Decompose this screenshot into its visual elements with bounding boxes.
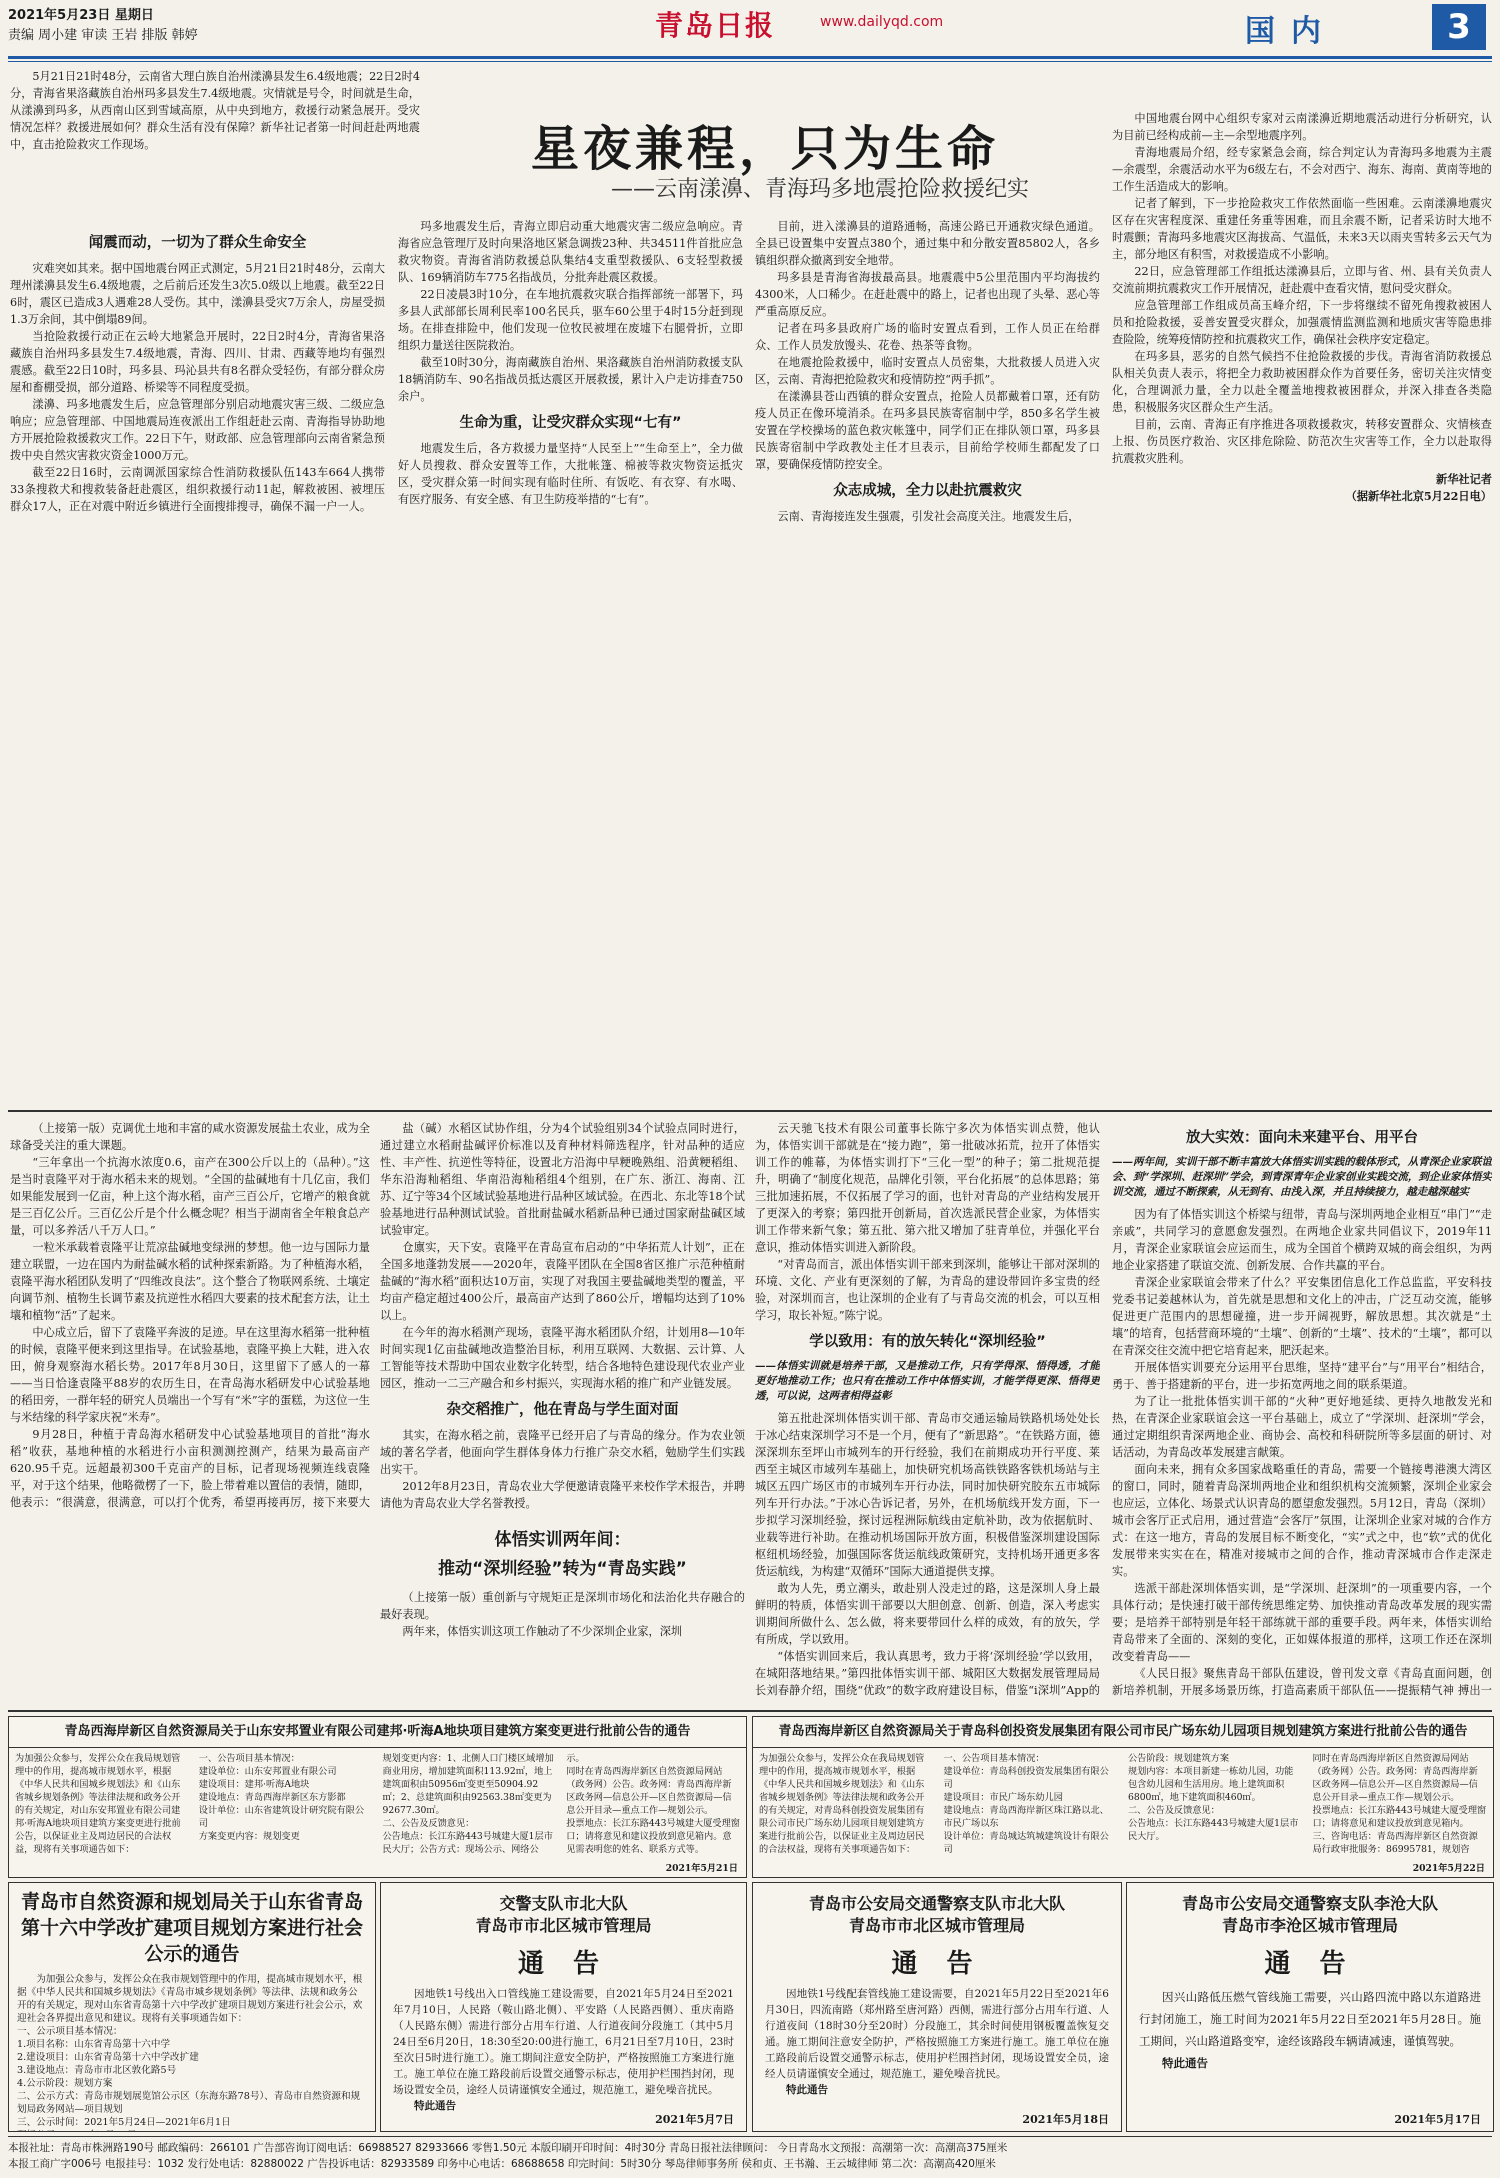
page-number: 3 xyxy=(1432,4,1486,50)
notice-5-org1: 青岛市公安局交通警察支队市北大队 xyxy=(808,1894,1065,1913)
subheading-c: 学以致用：有的放矢转化“深圳经验” xyxy=(809,1334,1046,1350)
header-rule-thin xyxy=(8,61,1492,62)
notice-5-body: 因地铁1号线配套管线施工建设需要，自2021年5月22日至2021年6月30日，四流南路（郑州路至唐河路）西侧，需进行部分占用车行道、人行道夜间（18时30分至20时）分段施工，其余时间使用钢板覆盖恢复交通。施工期间注意安全防护，严格按照施工方案进行施工。施工单位在施工路段前后设置交通警示标志，使用护栏围挡封闭，现场设置安全员，途经人员请谨慎安全通过，规范施工，避免噪音扰民。 特此通告 xyxy=(765,1988,1109,2096)
article-divider xyxy=(8,1110,1492,1112)
footer-rule xyxy=(8,2136,1492,2137)
editors: 责编 周小建 审读 王岩 排版 韩婷 xyxy=(8,28,198,43)
notice-6-heading: 通 告 xyxy=(1264,1949,1356,1979)
subheading-b: 杂交稻推广，他在青岛与学生面对面 xyxy=(446,1402,679,1418)
practice-column-d: 放大实效：面向未来建平台、用平台 ——两年间，实训干部不断丰富放大体悟实训实践的载体形式，从青深企业家联谊会、到“学深圳、赶深圳”学会，到青深青年企业家创业实践交流，到企业家体悟实训交流，通过不断探索，从无到有、由浅入深，并且持续接力，越走越深越实 因为有了体悟实训这个桥梁与纽带，青岛与深圳两地企业相互“串门”“走亲戚”，共同学习的意愿愈发强烈。在两地企业家共同倡议下，2019年11月，青深企业家联谊会应运而生，成为全国首个横跨双城的商会组织，为两地企业家搭建了联谊交流、创新发展、合作共赢的平台。 青深企业家联谊会带来了什么？平安集团信息化工作总监监，平安科技党委书记姜越林认为，首先就是思想和文化上的冲击，广泛互动交流，能够促进更广范围内的思想碰撞，进一步开阔视野，解放思想。其次就是“土壤”的培育，包括营商环境的“土壤”、创新的“土壤”、技术的“土壤”，都可以在青深交往交流中把它培育起来，肥沃起来。 开展体悟实训要充分运用平台思维，坚持“建平台”与“用平台”相结合，勇于、善于搭建新的平台，进一步拓宽两地之间的联系渠道。 为了让一批批体悟实训干部的“火种”更好地延续、更持久地散发光和热，在青深企业家联谊会这一平台基础上，成立了“学深圳、赶深圳”学会，通过定期组织青深两地企业、商协会、高校和科研院所等多层面的研讨、对话活动，为青岛改革发展建言献策。 面向未来，拥有众多国家战略重任的青岛，需要一个链接粤港澳大湾区的窗口，同时，随着青岛深圳两地企业和组织机构交流频繁，深圳企业家会也应运，立体化、场景式认识青岛的愿望愈发强烈。5月12日，青岛（深圳）城市会客厅正式启用，通过营造“会客厅”氛围，让深圳企业家对城的合作方式：在这一地方，青岛的发展目标不断变化，“实”式之中，也“软”式的优化发展带来实实在在，精准对接城市之间的合作，推动青深城市合作走深走实。 选派干部赴深圳体悟实训，是“学深圳、赶深圳”的一项重要内容，一个具体行动；是快速打破干部传统思维定势、加快推动青岛改革发展的现实需要；是培养干部特别是年轻干部练就干部的重要手段。两年来，体悟实训给青岛带来了全面的、深刻的变化，正如媒体报道的那样，这项工作还在深圳改变着青岛—— 《人民日报》聚焦青岛干部队伍建设，曾刊发文章《青岛直面问题，创新培养机制，开展多场景历练，打造高素质干部队伍——提振精气神 搏出一 xyxy=(1112,1130,1492,1697)
subheading-d: 放大实效：面向未来建平台、用平台 xyxy=(1186,1130,1418,1146)
notice-4-heading: 通 告 xyxy=(517,1949,610,1979)
notice-4-org2: 青岛市市北区城市管理局 xyxy=(475,1916,652,1935)
masthead-info xyxy=(8,6,198,46)
notice-5-date: 2021年5月18日 xyxy=(1022,2113,1109,2126)
notice-4-org1: 交警支队市北大队 xyxy=(499,1894,628,1913)
footer-info xyxy=(8,2140,1492,2174)
newspaper-logo: 青岛日报 xyxy=(655,9,776,42)
notice-5-org2: 青岛市市北区城市管理局 xyxy=(848,1916,1025,1935)
practice-title-box: 体悟实训两年间： 推动“深圳经验”转为“青岛实践” （上接第一版）重创新与守规矩正是深圳市场化和法治化共存融合的最好表现。 两年来，体悟实训这项工作触动了不少深圳企业家，深圳 xyxy=(380,1515,745,1665)
practice-title-line2: 推动“深圳经验”转为“青岛实践” xyxy=(438,1559,687,1579)
notice-2-title: 青岛西海岸新区自然资源局关于青岛科创投资发展集团有限公司市民广场东幼儿园项目规划建筑方案进行批前公告的通告 xyxy=(753,1717,1493,1748)
notice-1-date: 2021年5月21日 xyxy=(665,1863,738,1874)
notice-4-body: 因地铁1号线出入口管线施工建设需要，自2021年5月24日至2021年7月10日，人民路（鞍山路北侧）、平安路（人民路西侧）、重庆南路（人民路东侧）需进行部分占用车行道、人行道夜间分段施工（其中5月24日至6月20日，18:30至20:00进行施工，6月21日至7月10日，23时至次日5时进行施工）。施工期间注意安全防护，严格按照施工方案进行施工。施工单位在施工路段前后设置交通警示标志，使用护栏围挡封闭，现场设置安全员，途经人员请谨慎安全通过，规范施工，避免噪音扰民。 特此通告 xyxy=(393,1988,734,2112)
main-headline: 星夜兼程，只为生命 xyxy=(530,121,999,177)
notice-box-3 xyxy=(8,1882,376,2132)
article-column-1: 闻震而动，一切为了群众生命安全 灾难突如其来。据中国地震台网正式测定，5月21日21时48分，云南大理州漾濞县发生6.4级地震，之后前后还发生3次5.0级以上地震。截至22日6时，震区已造成3人遇难28人受伤。其中，漾濞县受灾7万余人，房屋受损1.3万余间，其中倒塌89间。 当抢险救援行动正在云岭大地紧急开展时，22日2时4分，青海省果洛藏族自治州玛多县发生7.4级地震，青海、四川、甘肃、西藏等地均有强烈震感。截至22日10时，玛多县、玛沁县共有8名群众受轻伤，有部分群众房屋和畜棚受损，部分道路、桥梁等不同程度受损。 漾濞、玛多地震发生后，应急管理部分别启动地震灾害三级、二级应急响应；应急管理部、中国地震局连夜派出工作组赶赴云南、青海指导协助地方开展抢险救援救灾工作。22日下午，财政部、应急管理部向云南省紧急预拨中央自然灾害救灾资金1000万元。 截至22日16时，云南调派国家综合性消防救援队伍143车664人携带33条搜救犬和搜救装备赶赴震区，组织救援行动11起，解救被困、被埋压群众17人，正在对震中附近乡镇进行全面搜排搜寻，确保不漏一户一人。 xyxy=(10,235,385,513)
header-rule xyxy=(8,56,1492,59)
notice-6-date: 2021年5月17日 xyxy=(1394,2113,1481,2126)
notice-3-body: 为加强公众参与，发挥公众在我市规划管理中的作用，提高城市规划水平，根据《中华人民共和国城乡规划法》《青岛市城乡规划条例》等法律、法规和政务公开的有关规定，现对山东省青岛第十六中学改扩建项目规划方案进行社会公示，欢迎社会各界提出意见和建议。现将有关事项通告如下： 一、公示项目基本情况： 1.项目名称：山东省青岛第十六中学 2.建设项目：山东省青岛第十六中学改扩建 3.建设地点：青岛市市北区敦化路5号 4.公示阶段：规划方案 二、公示方式：青岛市规划展览馆公示区（东海东路78号）、青岛市自然资源和规划局政务网站—项目规划 三、公示时间：2021年5月24日—2021年6月1日 xyxy=(17,1974,363,2128)
notice-1-title: 青岛西海岸新区自然资源局关于山东安邦置业有限公司建邦·听海A地块项目建筑方案变更进行批前公告的通告 xyxy=(9,1717,746,1748)
notice-4-date: 2021年5月7日 xyxy=(655,2113,734,2126)
notice-box-5 xyxy=(752,1882,1122,2132)
notice-2-date: 2021年5月22日 xyxy=(1412,1863,1485,1874)
notice-box-4 xyxy=(380,1882,747,2132)
notice-box-1 xyxy=(8,1716,747,1878)
notice-box-6 xyxy=(1126,1882,1494,2132)
dateline: （据新华社北京5月22日电） xyxy=(1345,489,1492,503)
notice-6-org2: 青岛市李沧区城市管理局 xyxy=(1221,1916,1398,1935)
subheading-3: 众志成城，全力以赴抗震救灾 xyxy=(833,483,1022,499)
notice-box-2 xyxy=(752,1716,1494,1878)
subheading-d-intro: ——两年间，实训干部不断丰富放大体悟实训实践的载体形式，从青深企业家联谊会、到“学深圳、赶深圳”学会，到青深青年企业家创业实践交流，到企业家体悟实训交流，通过不断探索，从无到有、由浅入深，并且持续接力，越走越深越实 xyxy=(1112,1156,1492,1198)
notice-5-heading: 通 告 xyxy=(891,1949,983,1979)
subheading-2: 生命为重，让受灾群众实现“七有” xyxy=(459,415,682,431)
article-column-2: 玛多地震发生后，青海立即启动重大地震灾害二级应急响应。青海省应急管理厅及时向果洛地区紧急调拨23种、共34511件首批应急救灾物资。青海省消防救援总队集结4支重型救援队、6支轻型救援队、169辆消防车775名指战员，分批奔赴震区救援。 22日凌晨3时10分，在车地抗震救灾联合指挥部统一部署下，玛多县人武部部长周利民率100名民兵，驱车60公里于4时15分赶到现场。在排查排险中，他们发现一位牧民被埋在废墟下右腿骨折，立即组织力量送往医院救治。 截至10时30分，海南藏族自治州、果洛藏族自治州消防救援支队18辆消防车、90名指战员抵达震区开展救援，累计入户走访排查750余户。 生命为重，让受灾群众实现“七有” 地震发生后，各方救援力量坚持“人民至上”“生命至上”，全力做好人员搜救、群众安置等工作，大批帐篷、棉被等救灾物资运抵灾区，受灾群众第一时间实现有临时住所、有饭吃、有衣穿、有水喝、有医疗服务、有安全感、有卫生防疫举措的“七有”。 xyxy=(398,220,743,506)
rice-column-b: 盐（碱）水稻区试协作组，分为4个试验组别34个试验点同时进行，通过建立水稻耐盐碱评价标准以及育种材料筛选程序，针对品种的适应性、丰产性、抗逆性等特征，设置北方沿海中早粳晚熟组、沿黄粳稻组、华东沿海籼稻组、华南沿海籼稻组4个组别，在广东、浙江、海南、江苏、辽宁等34个区域试验基地进行品种区域试验。在西北、东北等18个试验基地进行品种测试试验。首批耐盐碱水稻新品种已通过国家耐盐碱区域试验审定。 仓廪实，天下安。袁隆平在青岛宣布启动的“中华拓荒人计划”，正在全国多地蓬勃发展——2020年，袁隆平团队在全国8省区推广示范种植耐盐碱的“海水稻”面积达10万亩，实现了对我国主要盐碱地类型的覆盖，平均亩产稳定超过400公斤，最高亩产达到了860公斤，增幅均达到了10%以上。 在今年的海水稻测产现场，袁隆平海水稻团队介绍，计划用8—10年时间实现1亿亩盐碱地改造整治目标，利用互联网、大数据、云计算、人工智能等技术帮助中国农业数字化转型，结合各地特色建设现代农业产业园区，推动一二三产融合和乡村振兴，实现海水稻的推广和产业链发展。 杂交稻推广，他在青岛与学生面对面 其实，在海水稻之前，袁隆平已经开启了与青岛的缘分。作为农业领域的著名学者，他面向学生群体身体力行推广杂交水稻，勉励学生们实践出实干。 2012年8月23日，青岛农业大学便邀请袁隆平来校作学术报告，并聘请他为青岛农业大学名誉教授。 xyxy=(380,1122,745,1510)
main-subheadline: ——云南漾濞、青海玛多地震抢险救援纪实 xyxy=(610,177,1029,202)
notice-3-title: 青岛市自然资源和规划局关于山东省青岛第十六中学改扩建项目规划方案进行社会公示的通告 xyxy=(20,1891,363,1965)
notices-divider xyxy=(8,1710,1492,1712)
website-url: www.dailyqd.com xyxy=(820,14,944,30)
practice-title-line1: 体悟实训两年间： xyxy=(494,1530,631,1550)
footer-line-1: 本报社址：青岛市株洲路190号 邮政编码：266101 广告部咨询订阅电话：66988527 82933666 零售1.50元 本版印刷开印时间：4时30分 青岛日报社法律顾问： 今日青岛水文预报：高潮第一次：高潮高375厘米 xyxy=(8,2142,1008,2154)
article-column-4: 中国地震台网中心组织专家对云南漾濞近期地震活动进行分析研究，认为目前已经构成前—主—余型地震序列。 青海地震局介绍，经专家紧急会商，综合判定认为青海玛多地震为主震—余震型，余震活动水平为6级左右，不会对西宁、海东、海南、黄南等地的工作生活造成大的影响。 记者了解到，下一步抢险救灾工作依然面临一些困难。云南漾濞地震灾区存在灾害程度深、重建任务重等困难，而且余震不断，记者采访时大地不时震颤；青海玛多地震灾区海拔高、气温低，未来3天以雨夹雪转多云天气为主，部分地区有积雪，对救援造成不小影响。 22日，应急管理部工作组抵达漾濞县后，立即与省、州、县有关负责人交流前期抗震救灾工作开展情况，赶赴震中查看灾情，慰问受灾群众。 应急管理部工作组成员高玉峰介绍，下一步将继续不留死角搜救被困人员和抢险救援，妥善安置受灾群众，加强震情监测监测和地质灾害等隐患排查险险，统筹疫情防控和抗震救灾工作，确保社会秩序安定稳定。 在玛多县，恶劣的自然气候挡不住抢险救援的步伐。青海省消防救援总队相关负责人表示，将把全力救助被困群众作为首要任务，密切关注灾情变化，合理调派力量，全力以赴全覆盖地搜救被困群众，并深入排查各类隐患，积极服务灾区群众生产生活。 目前，云南、青海正有序推进各项救援救灾，转移安置群众、灾情核查上报、伤员医疗救治、灾区排危除险、防范次生灾害等工作，全力以赴取得抗震救灾胜利。 新华社记者 （据新华社北京5月22日电） xyxy=(1112,112,1492,503)
rice-column-a: （上接第一版）克调优土地和丰富的咸水资源发展盐土农业，成为全球备受关注的重大课题。 “三年拿出一个抗海水浓度0.6，亩产在300公斤以上的（品种）。”这是当时袁隆平对于海水稻未来的规划。“全国的盐碱地有十几亿亩，我们如果能发展到一亿亩，种上这个海水稻，亩产三百公斤，它增产的粮食就是三百亿公斤。三百亿公斤是个什么概念呢？相当于湖南省全年粮食总产量，可以多养活八千万人口。” 一粒米承载着袁隆平让荒凉盐碱地变绿洲的梦想。他一边与国际力量建立联盟，一边在国内为耐盐碱水稻的试种探索新路。为了种植海水稻，袁隆平海水稻团队发明了“四维改良法”。这个整合了物联网系统、土壤定向调节剂、植物生长调节素及抗逆性水稻四大要素的技术配套方法，让土壤和植物“活”了起来。 中心成立后，留下了袁隆平奔波的足迹。早在这里海水稻第一批种植的时候，袁隆平便来到这里指导。在试验基地，袁隆平换上大鞋，进入农田，俯身观察海水稻长势。2017年8月30日，这里留下了感人的一幕——当日恰逢袁隆平88岁的农历生日，在青岛海水稻研发中心试验基地的稻田旁，一群年轻的研究人员端出一个写有“米”字的蛋糕，为这位一生与米结缘的科学家庆祝“米寿”。 9月28日，种植于青岛海水稻研发中心试验基地项目的首批“海水稻”收获，基地种植的水稻进行小亩积测测控测产，结果为最高亩产620.95千克。远超最初300千克亩产的目标，记者现场视频连线袁隆平，对于这个结果，他略微楞了一下，脸上带着难以置信的表情，随即，他表示：“很满意，很满意，可以打个优秀，希望再接再厉，接下来要大 xyxy=(10,1122,370,1509)
issue-date: 2021年5月23日 星期日 xyxy=(8,8,154,23)
practice-column-c: 云天驰飞技术有限公司董事长陈宁多次为体悟实训点赞，他认为，体悟实训干部就是在“接力跑”，第一批破冰拓荒，拉开了体悟实训工作的帷幕，为体悟实训打下“三化一型”的种子；第二批规范提升，明确了“制度化规范，品牌化引领，平台化拓展”的总体思路；第三批加速拓展，不仅拓展了学习的面，也针对青岛的产业结构发展开了更深入的考察；第四批开创新局，首次选派民营企业家，为体悟实训工作带来新气象；第五批、第六批又增加了驻青单位，并强化平台意识，推动体悟实训进入新阶段。 “对青岛而言，派出体悟实训干部来到深圳，能够让干部对深圳的环境、文化、产业有更深刻的了解，为青岛的建设带回许多宝贵的经验，对深圳而言，也让深圳的企业有了与青岛交流的机会，可以互相学习，取长补短。”陈宁说。 学以致用：有的放矢转化“深圳经验” ——体悟实训就是培养干部，又是推动工作，只有学得深、悟得透，才能更好地推动工作；也只有在推动工作中体悟实训，才能学得更深、悟得更透，可以说，这两者相得益彰 第五批赴深圳体悟实训干部、青岛市交通运输局铁路机场处处长于冰心结束深圳学习不是一个月，便有了“新思路”。“在铁路方面，德深深圳东至坪山市城列车的开行经验，我们在前期成功开行平度、莱西至主城区市域列车基础上，加快研究机场高铁铁路客铁机场站与主城区五四广场区市的市城列车开行办法，同时加快研究胶东五市城际列车开行办法。”于冰心告诉记者，另外，在机场航线开发方面，下一步拟学习深圳经验，探讨远程洲际航线由定航补助，改为依据航时、业载等进行补助。在推动机场国际开放方面，积极借鉴深圳建设国际枢纽机场经验，加强国际客货运航线政策研究，支持机场开通更多客货运航线，为构建“双循环”国际大通道提供支撑。 敢为人先，勇立潮头，敢赴别人没走过的路，这是深圳人身上最鲜明的特质，体悟实训干部要以大胆创意、创新、创造，深入考虑实训期间所做什么、怎么做，将来要带回什么样的成效，有的放矢，学有所成，学以致用。 “体悟实训回来后，我认真思考，致力于将‘深圳经验’学以致用，在城阳落地结果。”第四批体悟实训干部、城阳区大数据发展管理局局长刘春静介绍，围绕“优政”的数字政府建设目标，借鉴“i深圳”App的 xyxy=(755,1122,1100,1697)
rice-column-a-cont xyxy=(10,1515,370,1630)
masthead xyxy=(0,0,1500,58)
section-title: 国内 xyxy=(1245,14,1337,49)
notice-2-body: 为加强公众参与，发挥公众在我局规划管理中的作用，提高城市规划水平，根据《中华人民共和国城乡规划法》和《山东省城乡规划条例》等法律法规和政务公开的有关规定，对青岛科创投资发展集团有限公司市民广场东幼儿园项目规划建筑方案进行批前公告，以保证业主及周边居民的合法权益，现将有关事项通告如下： 一、公告项目基本情况： 建设单位：青岛科创投资发展集团有限公司 建设项目：市民广场东幼儿园 建设地点：青岛西海岸新区珠江路以北、市民广场以东 设计单位：青岛城达筑城建筑设计有限公司 公告阶段：规划建筑方案 规划内容：本项目新建一栋幼儿园，功能包含幼儿园和生活用房。地上建筑面积6800㎡，地下建筑面积460㎡。 二、公告及反馈意见： 公告地点：长江东路443号城建大厦1层市民大厅。 同时在青岛西海岸新区自然资源局网站（政务网）公告。政务网：青岛西海岸新区政务网—信息公开—区自然资源局—信息公开目录—重点工作—规划公示。 投票地点：长江东路443号城建大厦受理窗口；请将意见和建议投放到意见箱内。 三、咨询电话：青岛西海岸新区自然资源局行政审批服务：86995781，规划咨 xyxy=(759,1753,1487,1855)
subheading-c-intro: ——体悟实训就是培养干部，又是推动工作，只有学得深、悟得透，才能更好地推动工作；也只有在推动工作中体悟实训，才能学得更深、悟得更透，可以说，这两者相得益彰 xyxy=(755,1360,1100,1402)
notice-1-body: 为加强公众参与，发挥公众在我局规划管理中的作用，提高城市规划水平，根据《中华人民共和国城乡规划法》和《山东省城乡规划条例》等法律法规和政务公开的有关规定，对山东安邦置业有限公司建邦·听海A地块项目建筑方案变更进行批前公告，以保证业主及周边居民的合法权益，现将有关事项通告如下： 一、公告项目基本情况： 建设单位：山东安邦置业有限公司 建设项目：建邦·听海A地块 建设地点：青岛西海岸新区东方影都 设计单位：山东省建筑设计研究院有限公司 方案变更内容：规划变更 规划变更内容：1、北侧人口门楼区域增加商业用房，增加建筑面积113.92㎡，地上建筑面积由50956㎡变更至50904.92㎡；2、总建筑面积由92563.38㎡变更为92677.30㎡。 二、公告及反馈意见： 公告地点：长江东路443号城建大厦1层市民大厅；公告方式：现场公示、网络公示。 同时在青岛西海岸新区自然资源局网站（政务网）公告。政务网：青岛西海岸新区政务网—信息公开—区自然资源局—信息公开目录—重点工作—规划公示。 投票地点：长江东路443号城建大厦受理窗口；请将意见和建议投放到意见箱内。意见需表明您的姓名、联系方式等。 xyxy=(15,1753,740,1855)
notice-6-org1: 青岛市公安局交通警察支队李沧大队 xyxy=(1181,1894,1438,1913)
lead-paragraph: 5月21日21时48分，云南省大理白族自治州漾濞县发生6.4级地震；22日2时4分，青海省果洛藏族自治州玛多县发生7.4级地震。灾情就是号令，时间就是生命，从漾濞到玛多，从西南山区到雪域高原，从中央到地方，救援行动紧急展开。受灾情况怎样？救援进展如何？群众生活有没有保障？新华社记者第一时间赶赴两地震中，直击抢险救灾工作现场。 xyxy=(10,70,420,151)
footer-line-2: 本报工商广字006号 电报挂号：1032 发行处电话：82880022 广告投诉电话：82933589 印务中心电话：68688658 印完时间：5时30分 琴岛律师事务所 侯和贞、王书瀚、王云城律师 第二次：高潮高420厘米 xyxy=(8,2158,996,2170)
notice-6-body: 因兴山路低压燃气管线施工需要，兴山路四流中路以东道路进行封闭施工，施工时间为2021年5月22日至2021年5月28日。施工期间，兴山路道路变窄，途经该路段车辆请减速，谨慎驾驶。 特此通告 xyxy=(1139,1990,1481,2070)
subheading-1: 闻震而动，一切为了群众生命安全 xyxy=(88,235,307,251)
article-column-3: 目前，进入漾濞县的道路通畅，高速公路已开通救灾绿色通道。全县已设置集中安置点380个，通过集中和分散安置85802人，各乡镇组织群众撤离到安全地带。 玛多县是青海省海拔最高县。地震震中5公里范围内平均海拔约4300米，人口稀少。在赶赴震中的路上，记者也出现了头晕、恶心等严重高原反应。 记者在玛多县政府广场的临时安置点看到，工作人员正在给群众、工作人员发放馒头、花卷、热茶等食物。 在地震抢险救援中，临时安置点人员密集，大批救援人员进入灾区，云南、青海把抢险救灾和疫情防控“两手抓”。 在漾濞县苍山西镇的群众安置点，抢险人员都戴着口罩，还有防疫人员正在像环境消杀。在玛多县民族寄宿制中学，850多名学生被安置在学校操场的蓝色救灾帐篷中，同学们正在排队领口罩，玛多县民族寄宿制中学政教处主任才旦表示，目前给学校师生都配发了口罩，要确保疫情防控安全。 众志成城，全力以赴抗震救灾 云南、青海接连发生强震，引发社会高度关注。地震发生后， xyxy=(755,220,1100,523)
byline: 新华社记者 xyxy=(1436,472,1492,486)
